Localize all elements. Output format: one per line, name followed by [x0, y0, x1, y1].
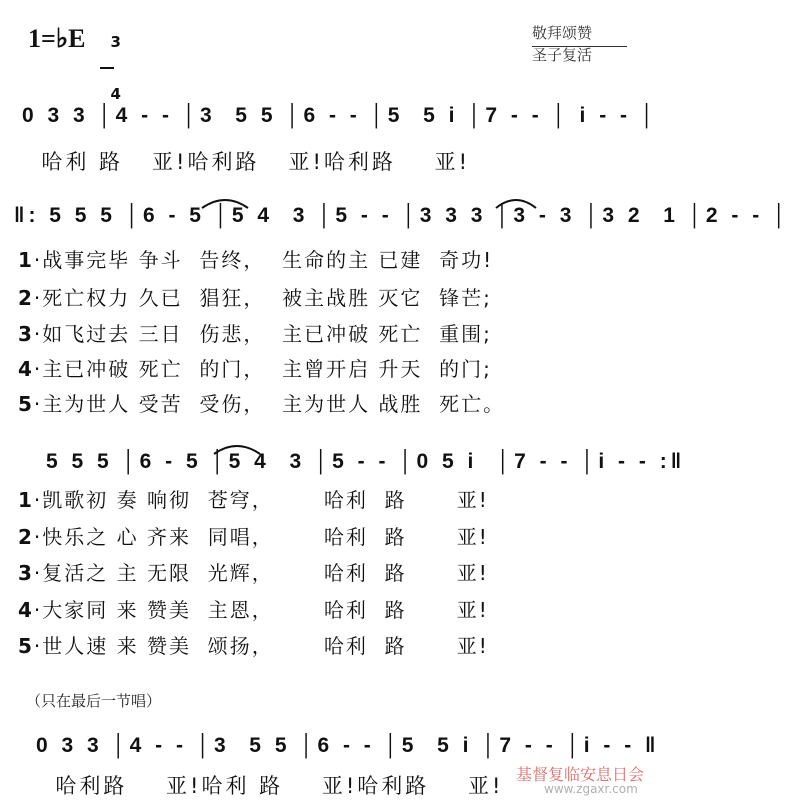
- score-line-3: 5 5 5 │6 - 5 │5 4 3 │5 - - │0 5 i │7 - - │i - - :‖: [46, 450, 686, 473]
- time-top: 3: [110, 33, 121, 51]
- watermark-text: 基督复临安息日会: [516, 765, 645, 784]
- score-line-4: 0 3 3 │4 - - │3 5 5 │6 - - │5 5 i │7 - - │i - - ‖: [36, 734, 660, 757]
- key-signature: 1=♭E: [28, 24, 86, 53]
- last-verse-note: （只在最后一节唱）: [26, 692, 162, 710]
- verse-3-line-b: 3·复活之 主 无限 光辉， 哈利 路 亚!: [18, 561, 489, 585]
- watermark-url: www.zgaxr.com: [544, 782, 638, 796]
- category-top: 敬拜颂赞: [532, 24, 593, 42]
- category-bottom: 圣子复活: [532, 46, 593, 64]
- lyrics-line-4: 哈利路 亚!哈利 路 亚!哈利路 亚!: [36, 774, 504, 798]
- verse-4-line: 4·主已冲破 死亡 的门， 主曾开启 升天 的门;: [18, 357, 492, 381]
- score-line-2: ‖: 5 5 5 │6 - 5 │5 4 3 │5 - - │3 3 3 │3 - 3 │3 2 1 │2 - - │: [14, 204, 790, 227]
- lyrics-line-1: 哈利 路 亚!哈利路 亚!哈利路 亚!: [22, 150, 471, 174]
- verse-1-line: 1·战事完毕 争斗 告终， 生命的主 已建 奇功!: [18, 248, 494, 272]
- verse-3-line: 3·如飞过去 三日 伤悲， 主已冲破 死亡 重围;: [18, 322, 492, 346]
- verse-2-line: 2·死亡权力 久已 猖狂， 被主战胜 灭它 锋芒;: [18, 286, 492, 310]
- time-signature: [100, 18, 121, 102]
- verse-1-line-b: 1·凯歌初 奏 响彻 苍穹， 哈利 路 亚!: [18, 488, 489, 512]
- verse-5-line: 5·主为世人 受苦 受伤， 主为世人 战胜 死亡。: [18, 392, 506, 416]
- slur-2: [494, 196, 538, 210]
- score-line-1: 0 3 3 │4 - - │3 5 5 │6 - - │5 5 i │7 - - │ i - - │: [22, 104, 658, 127]
- time-bottom: 4: [110, 85, 121, 103]
- hymn-category: [532, 22, 592, 66]
- slur-3: [212, 442, 262, 456]
- category-divider: [532, 46, 627, 47]
- verse-2-line-b: 2·快乐之 心 齐来 同唱， 哈利 路 亚!: [18, 525, 489, 549]
- slur-1: [200, 196, 250, 210]
- verse-4-line-b: 4·大家同 来 赞美 主恩， 哈利 路 亚!: [18, 598, 489, 622]
- verse-5-line-b: 5·世人速 来 赞美 颂扬， 哈利 路 亚!: [18, 634, 489, 658]
